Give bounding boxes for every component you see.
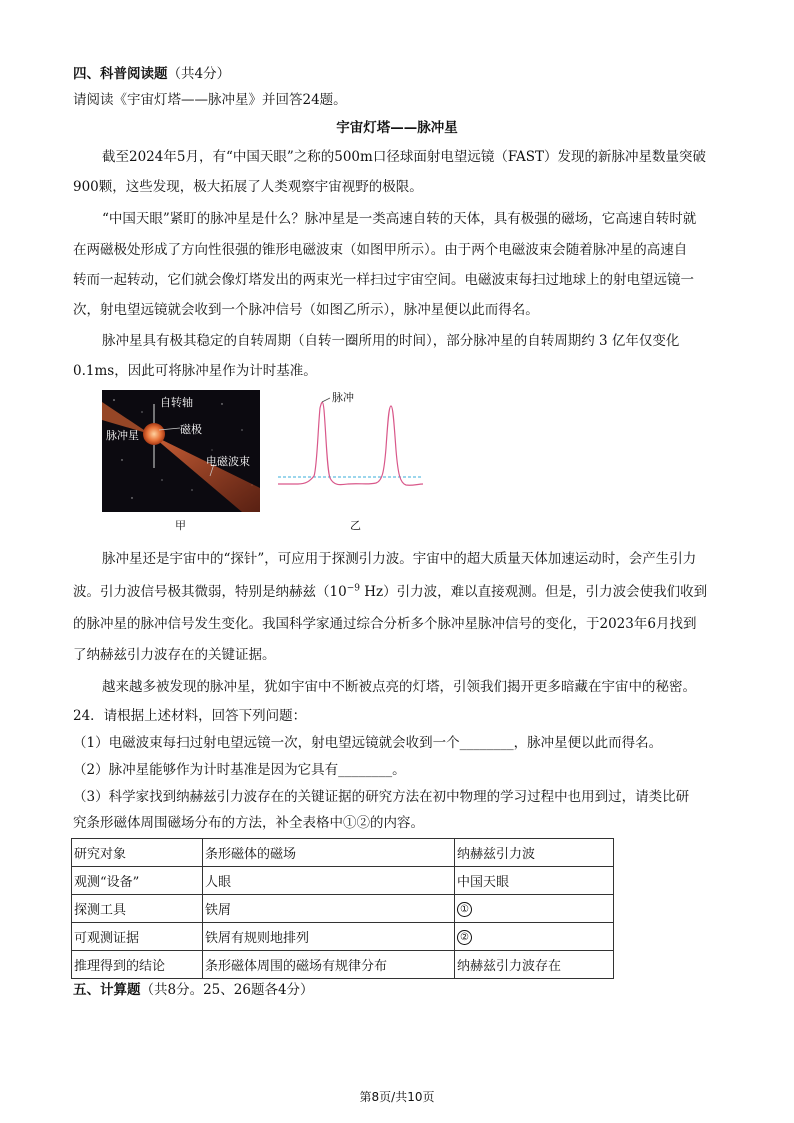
- table-cell: 人眼: [203, 867, 455, 895]
- para4-line3: 的脉冲星的脉冲信号发生变化。我国科学家通过综合分析多个脉冲星脉冲信号的变化，于2023年6月找到: [73, 616, 697, 632]
- table-cell: 铁屑有规则地排列: [203, 923, 455, 951]
- question-3-line2: 究条形磁体周围磁场分布的方法，补全表格中①②的内容。: [73, 815, 424, 831]
- para1-line1: 截至2024年5月，有“中国天眼”之称的500m口径球面射电望远镜（FAST）发现的新脉冲星数量突破: [102, 149, 707, 165]
- para2-line2: 在两磁极处形成了方向性很强的锥形电磁波束（如图甲所示）。由于两个电磁波束会随着脉冲星的高速自: [73, 242, 688, 258]
- table-cell: 中国天眼: [455, 867, 614, 895]
- table-row: [72, 867, 614, 895]
- question-stem: 24．请根据上述材料，回答下列问题：: [73, 708, 307, 724]
- table-cell: 条形磁体周围的磁场有规律分布: [203, 951, 455, 979]
- figure-yi: [278, 388, 428, 498]
- table-cell: 探测工具: [72, 895, 203, 923]
- section-5-points: （共8分。25、26题各4分）: [140, 982, 314, 998]
- pulse-waveform: [278, 402, 423, 485]
- page-footer: 第8页/共10页: [359, 1090, 435, 1104]
- para4-line4: 了纳赫兹引力波存在的关键证据。: [73, 647, 276, 663]
- para4-line1: 脉冲星还是宇宙中的“探针”，可应用于探测引力波。宇宙中的超大质量天体加速运动时，会产生引力: [102, 551, 697, 567]
- table-cell: 铁屑: [203, 895, 455, 923]
- figure-jia: [102, 390, 260, 512]
- question-1: （1）电磁波束每扫过射电望远镜一次，射电望远镜就会收到一个________，脉冲星便以此而得名。: [73, 735, 663, 751]
- answer-blank-1[interactable]: [455, 895, 614, 923]
- table-cell: 研究对象: [72, 839, 203, 867]
- pulsar-star: [143, 423, 165, 445]
- answer-blank-2[interactable]: [455, 923, 614, 951]
- article-title: 宇宙灯塔——脉冲星: [336, 120, 458, 136]
- section-5-heading: [73, 978, 314, 998]
- para2-line3: 转而一起转动，它们就会像灯塔发出的两束光一样扫过宇宙空间。电磁波束每扫过地球上的射电望远镜一: [73, 272, 694, 288]
- label-magnetic-pole: 磁极: [180, 423, 202, 436]
- caption-jia: 甲: [175, 519, 186, 532]
- caption-yi: 乙: [350, 519, 361, 532]
- section-4-points: （共4分）: [167, 66, 231, 82]
- circled-number-2: ②: [457, 930, 472, 945]
- para5-line1: 越来越多被发现的脉冲星，犹如宇宙中不断被点亮的灯塔，引领我们揭开更多暗藏在宇宙中的秘密。: [102, 679, 696, 695]
- table-cell: 观测“设备”: [72, 867, 203, 895]
- table-row: [72, 895, 614, 923]
- para3-line1: 脉冲星具有极其稳定的自转周期（自转一圈所用的时间），部分脉冲星的自转周期约 3 亿年仅变化: [102, 333, 680, 349]
- analogy-table: [71, 838, 614, 979]
- section-4-title: 四、科普阅读题: [73, 66, 168, 82]
- para4-line2: 波。引力波信号极其微弱，特别是纳赫兹（$10^{-9}$ Hz）引力波，难以直接观测。但是，引力波会使我们收到: [73, 583, 708, 600]
- table-row: [72, 923, 614, 951]
- section-4-heading: [73, 62, 230, 82]
- table-cell: 纳赫兹引力波: [455, 839, 614, 867]
- circled-number-1: ①: [457, 902, 472, 917]
- para1-line2: 900颗，这些发现，极大拓展了人类观察宇宙视野的极限。: [73, 179, 423, 195]
- label-rotation-axis: 自转轴: [160, 396, 193, 409]
- question-2: （2）脉冲星能够作为计时基准是因为它具有________。: [73, 762, 406, 778]
- table-cell: 条形磁体的磁场: [203, 839, 455, 867]
- label-em-beam: 电磁波束: [206, 455, 250, 468]
- label-pulsar: 脉冲星: [106, 429, 139, 442]
- table-row: [72, 839, 614, 867]
- table-cell: 推理得到的结论: [72, 951, 203, 979]
- table-cell: 可观测证据: [72, 923, 203, 951]
- para2-line1: “中国天眼”紧盯的脉冲星是什么？脉冲星是一类高速自转的天体，具有极强的磁场，它高速自转时就: [102, 211, 697, 227]
- question-3-line1: （3）科学家找到纳赫兹引力波存在的关键证据的研究方法在初中物理的学习过程中也用到过，请类比研: [73, 789, 690, 805]
- para2-line4: 次，射电望远镜就会收到一个脉冲信号（如图乙所示），脉冲星便以此而得名。: [73, 302, 539, 318]
- label-pulse: 脉冲: [332, 391, 354, 404]
- table-row: [72, 951, 614, 979]
- section-5-title: 五、计算题: [73, 982, 141, 998]
- para3-line2: 0.1ms，因此可将脉冲星作为计时基准。: [73, 363, 317, 379]
- reading-intro: 请阅读《宇宙灯塔——脉冲星》并回答24题。: [73, 92, 347, 108]
- table-cell: 纳赫兹引力波存在: [455, 951, 614, 979]
